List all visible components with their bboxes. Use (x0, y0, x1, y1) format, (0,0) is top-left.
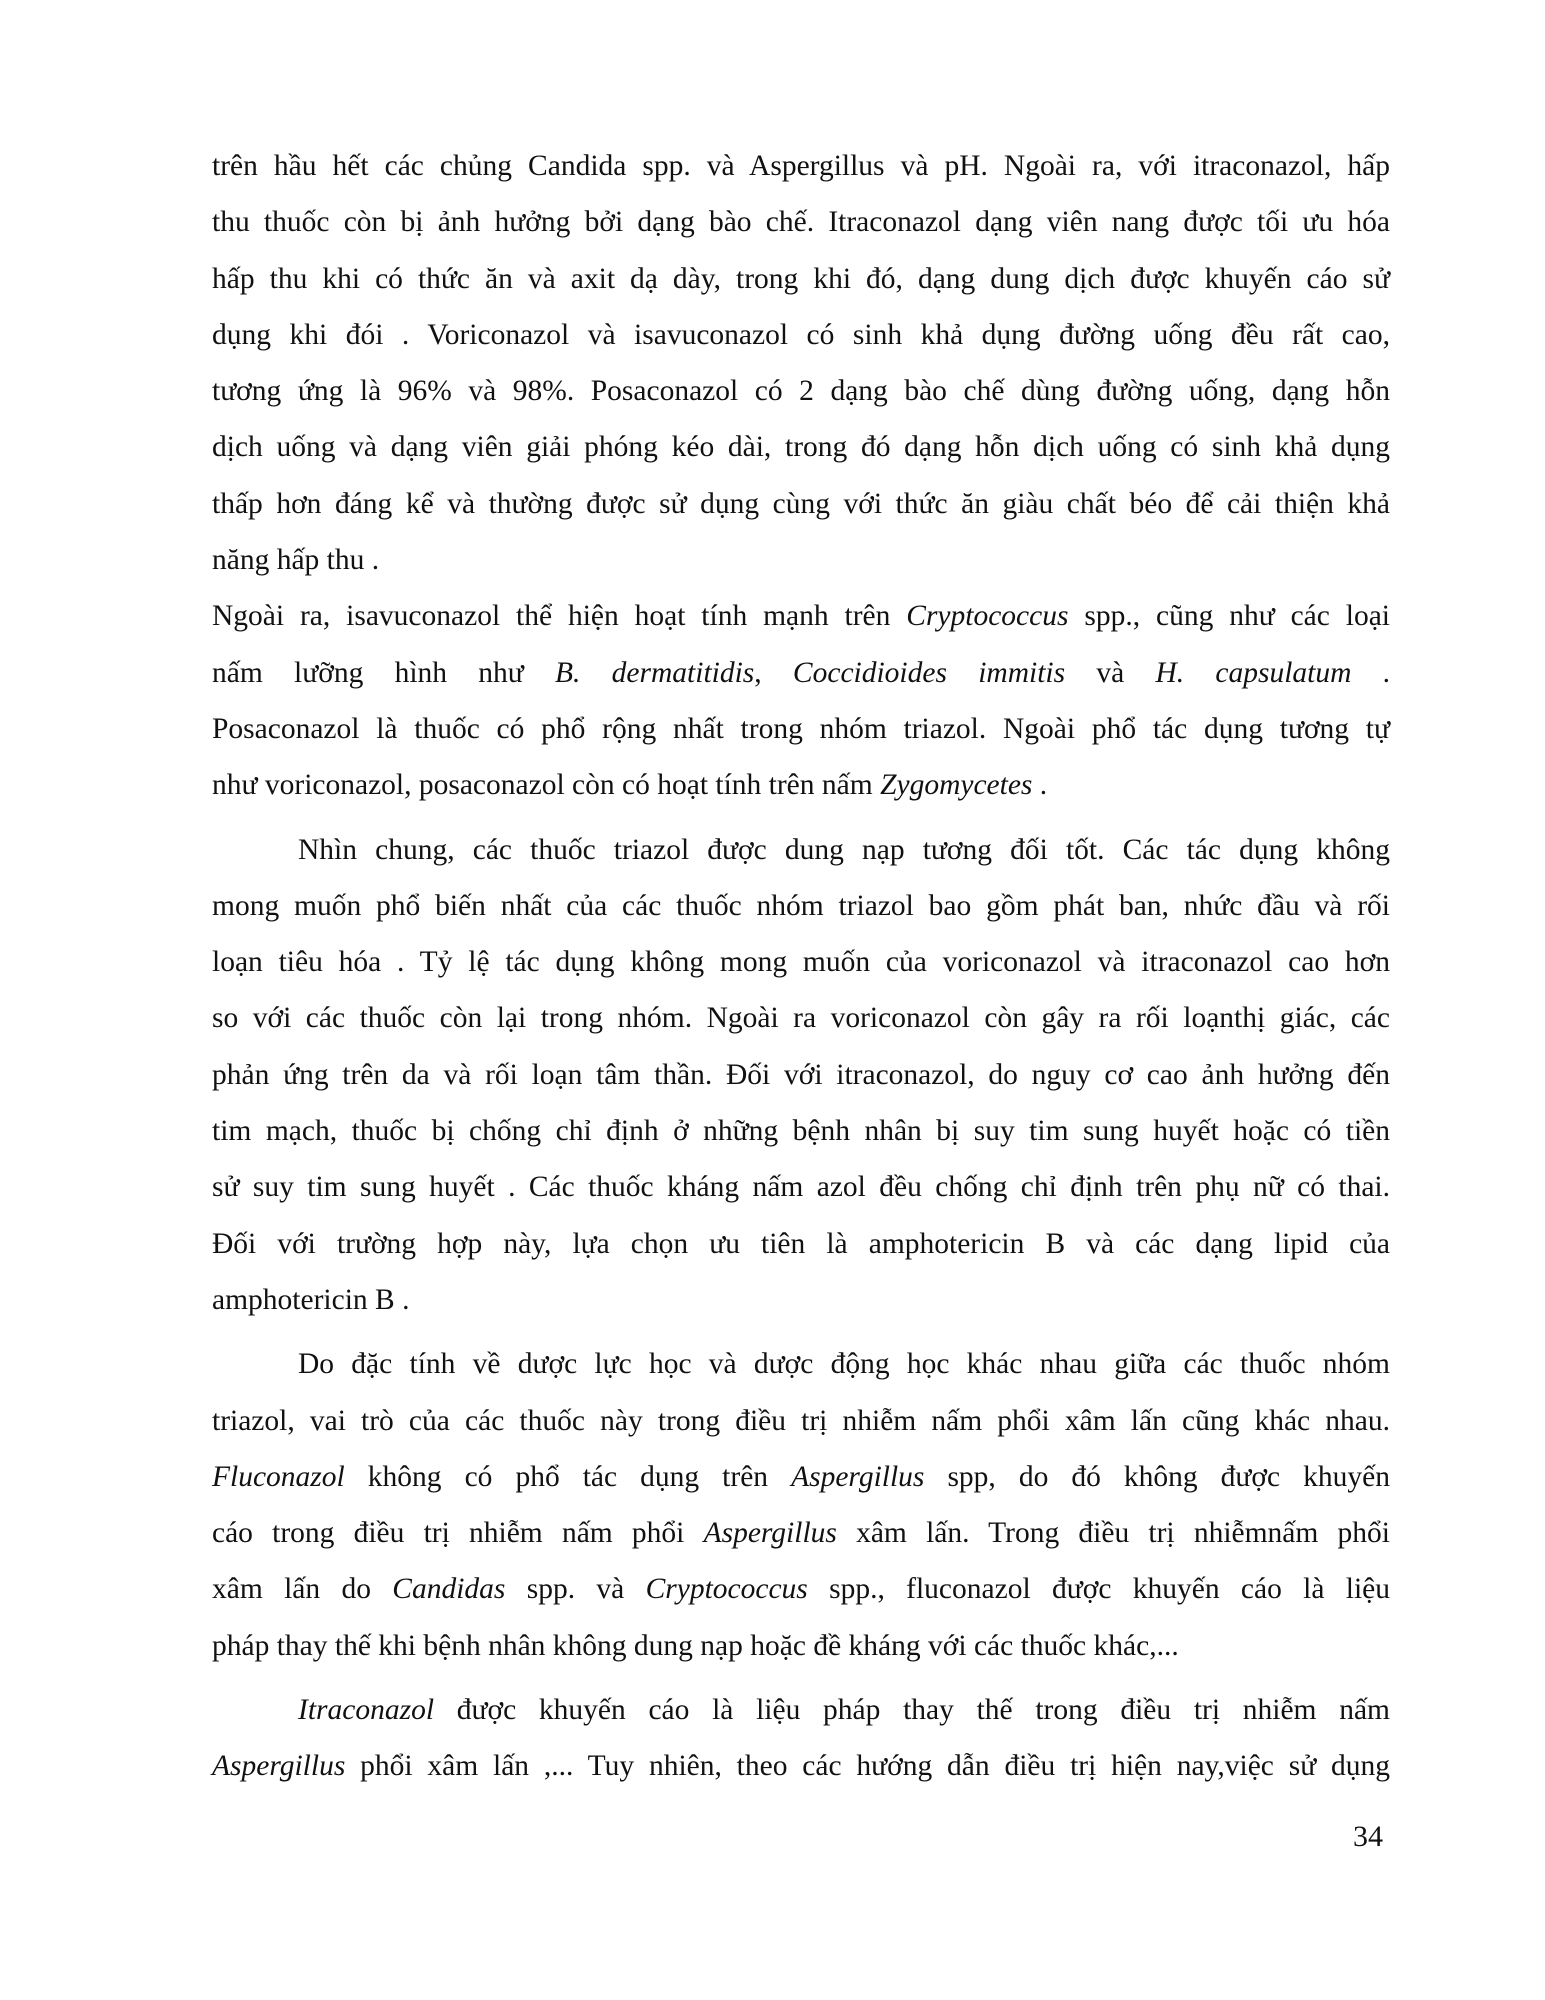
italic-term: Zygomycetes (880, 769, 1033, 802)
text-span: như voriconazol, posaconazol còn có hoạt tính trên nấm (212, 769, 881, 802)
text-line: Do đặc tính về dược lực học và dược động học khác nhau giữa các thuốc nhóm (298, 1348, 1390, 1381)
italic-term: Coccidioides immitis (792, 656, 1066, 689)
text-line (212, 1449, 1390, 1505)
text-span: spp. và (505, 1573, 646, 1606)
text-span: và (1065, 656, 1156, 689)
text-span: spp., fluconazol được khuyến cáo là liệu (807, 1573, 1390, 1606)
italic-term: Cryptococcus (645, 1573, 808, 1606)
text-span: Ngoài ra, isavuconazol thể hiện hoạt tính mạnh trên (212, 600, 907, 633)
paragraph-3 (212, 822, 1390, 1329)
paragraph-1 (212, 138, 1390, 588)
italic-term: Aspergillus (212, 1750, 346, 1783)
text-line (212, 645, 1390, 701)
text-span: phổi xâm lấn ,... Tuy nhiên, theo các hướng dẫn điều trị hiện nay,việc sử dụng (345, 1750, 1390, 1783)
italic-term: Itraconazol (298, 1694, 435, 1727)
text-span: cáo trong điều trị nhiễm nấm phổi (212, 1517, 704, 1550)
italic-term: Candidas (392, 1573, 506, 1606)
text-line (212, 1738, 1390, 1794)
paragraph-2 (212, 588, 1390, 813)
text-line: Posaconazol là thuốc có phổ rộng nhất trong nhóm triazol. Ngoài phổ tác dụng tương tự (212, 712, 1390, 745)
text-line (212, 757, 1390, 813)
text-line: loạn tiêu hóa . Tỷ lệ tác dụng không mong muốn của voriconazol và itraconazol cao hơn (212, 946, 1390, 979)
text-line: trên hầu hết các chủng Candida spp. và Aspergillus và pH. Ngoài ra, với itraconazol, hấp (212, 150, 1390, 182)
text-span: được khuyến cáo là liệu pháp thay thế trong điều trị nhiễm nấm (434, 1694, 1390, 1727)
paragraph-5 (212, 1682, 1390, 1795)
text-span: không có phổ tác dụng trên (344, 1460, 792, 1493)
text-line: hấp thu khi có thức ăn và axit dạ dày, trong khi đó, dạng dung dịch được khuyến cáo sử (212, 262, 1390, 295)
text-span: . (1032, 769, 1048, 802)
text-span: spp, do đó không được khuyến (924, 1460, 1390, 1493)
text-span: spp., cũng như các loại (1068, 600, 1390, 633)
italic-term: Cryptococcus (906, 600, 1069, 633)
text-line: so với các thuốc còn lại trong nhóm. Ngoài ra voriconazol còn gây ra rối loạnthị giác, các (212, 1002, 1390, 1035)
text-line: triazol, vai trò của các thuốc này trong điều trị nhiễm nấm phổi xâm lấn cũng khác nhau. (212, 1404, 1390, 1437)
text-line (212, 588, 1390, 644)
text-span: . (1351, 656, 1391, 689)
text-line: pháp thay thế khi bệnh nhân không dung nạp hoặc đề kháng với các thuốc khác,... (212, 1629, 1179, 1662)
paragraph-4 (212, 1336, 1390, 1674)
italic-term: Fluconazol (212, 1460, 345, 1493)
text-line: mong muốn phổ biến nhất của các thuốc nhóm triazol bao gồm phát ban, nhức đầu và rối (212, 889, 1390, 922)
text-line: thấp hơn đáng kể và thường được sử dụng cùng với thức ăn giàu chất béo để cải thiện khả (212, 487, 1390, 520)
italic-term: Aspergillus (791, 1460, 925, 1493)
text-span: nấm lưỡng hình như (212, 656, 556, 689)
page-number: 34 (1353, 1820, 1383, 1853)
text-line: sử suy tim sung huyết . Các thuốc kháng nấm azol đều chống chỉ định trên phụ nữ có thai. (212, 1171, 1390, 1204)
text-line (212, 1561, 1390, 1617)
italic-term: B. dermatitidis (555, 656, 755, 689)
text-line (212, 1505, 1390, 1561)
text-line: dụng khi đói . Voriconazol và isavuconazol có sinh khả dụng đường uống đều rất cao, (212, 318, 1390, 351)
text-line: tim mạch, thuốc bị chống chỉ định ở những bệnh nhân bị suy tim sung huyết hoặc có tiền (212, 1115, 1390, 1148)
text-line: Nhìn chung, các thuốc triazol được dung nạp tương đối tốt. Các tác dụng không (298, 833, 1390, 866)
text-line: năng hấp thu . (212, 544, 380, 577)
text-line: Đối với trường hợp này, lựa chọn ưu tiên là amphotericin B và các dạng lipid của (212, 1227, 1390, 1260)
text-line: phản ứng trên da và rối loạn tâm thần. Đối với itraconazol, do nguy cơ cao ảnh hưởng đến (212, 1058, 1390, 1091)
text-span: , (754, 656, 793, 689)
text-line: amphotericin B . (212, 1283, 410, 1316)
text-span: xâm lấn. Trong điều trị nhiễmnấm phổi (836, 1517, 1390, 1550)
text-line (212, 1682, 1390, 1738)
italic-term: H. capsulatum (1155, 656, 1352, 689)
text-line: tương ứng là 96% và 98%. Posaconazol có 2 dạng bào chế dùng đường uống, dạng hỗn (212, 375, 1390, 408)
text-span: xâm lấn do (212, 1573, 393, 1606)
text-line: dịch uống và dạng viên giải phóng kéo dài, trong đó dạng hỗn dịch uống có sinh khả dụng (212, 431, 1390, 464)
italic-term: Aspergillus (703, 1517, 837, 1550)
text-line: thu thuốc còn bị ảnh hưởng bởi dạng bào chế. Itraconazol dạng viên nang được tối ưu hóa (212, 206, 1390, 239)
document-body (212, 138, 1390, 1795)
